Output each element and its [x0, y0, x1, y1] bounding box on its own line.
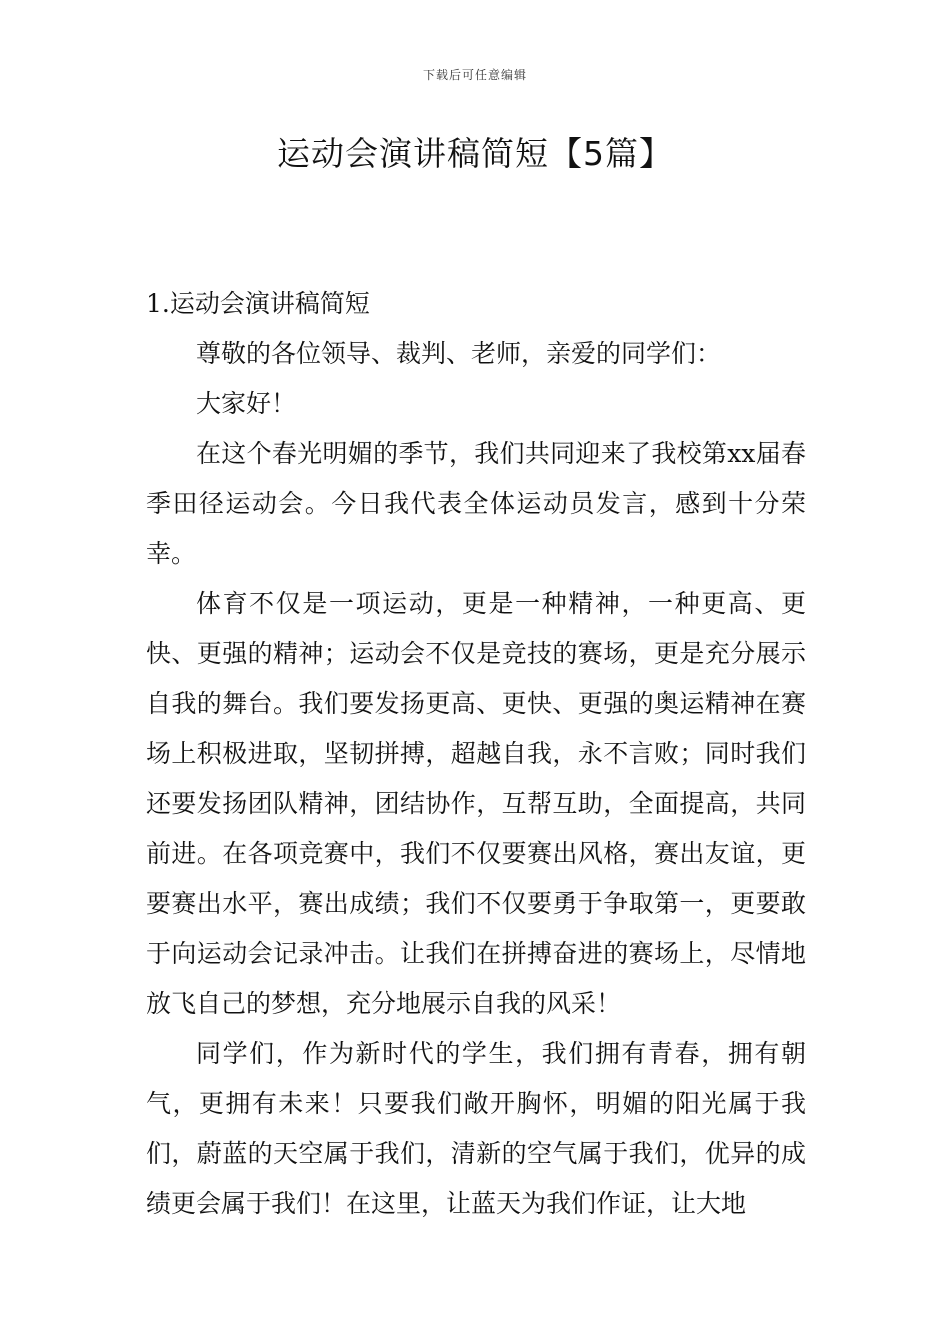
paragraph-students: 同学们，作为新时代的学生，我们拥有青春，拥有朝气，更拥有未来！只要我们敞开胸怀，明媚的阳光属于我们，蔚蓝的天空属于我们，清新的空气属于我们，优异的成绩更会属于我们！在这里，让蓝天为我们作证，让大地 [146, 1039, 806, 1218]
section-heading: 1.运动会演讲稿简短 [146, 289, 370, 318]
paragraph-spirit: 体育不仅是一项运动，更是一种精神，一种更高、更快、更强的精神；运动会不仅是竞技的赛场，更是充分展示自我的舞台。我们要发扬更高、更快、更强的奥运精神在赛场上积极进取，坚韧拼搏，超越自我，永不言败；同时我们还要发扬团队精神，团结协作，互帮互助，全面提高，共同前进。在各项竞赛中，我们不仅要赛出风格，赛出友谊，更要赛出水平，赛出成绩；我们不仅要勇于争取第一，更要敢于向运动会记录冲击。让我们在拼搏奋进的赛场上，尽情地放飞自己的梦想，充分地展示自我的风采！ [146, 589, 806, 1018]
paragraph-salutation: 尊敬的各位领导、裁判、老师，亲爱的同学们： [196, 339, 722, 368]
header-note: 下载后可任意编辑 [422, 68, 527, 82]
document-title: 运动会演讲稿简短【5篇】 [277, 134, 673, 173]
paragraph-greeting: 大家好！ [196, 389, 297, 418]
paragraph-intro: 在这个春光明媚的季节，我们共同迎来了我校第xx届春季田径运动会。今日我代表全体运动员发言，感到十分荣幸。 [146, 439, 806, 568]
document-body [146, 279, 806, 1229]
